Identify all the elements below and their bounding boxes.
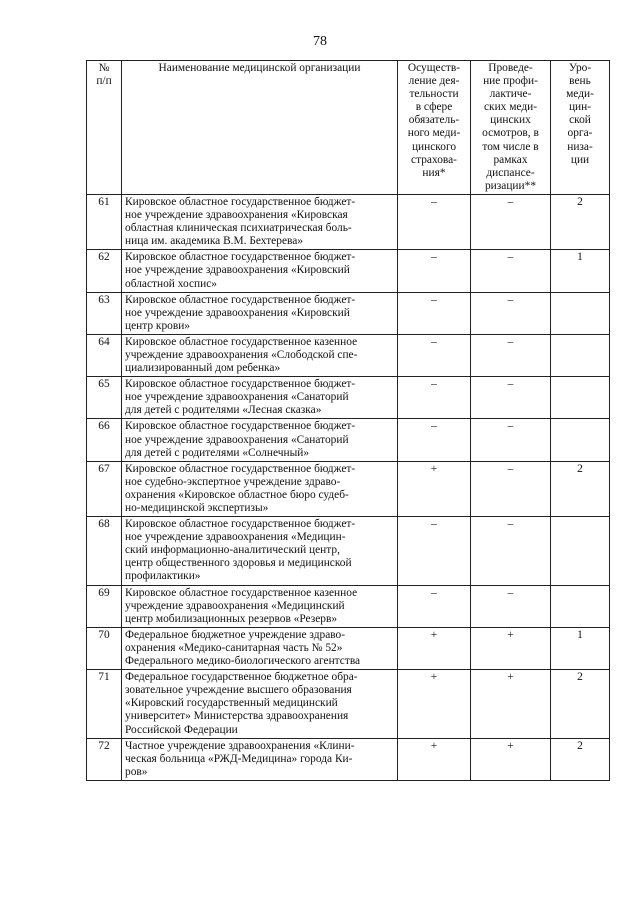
checkups-mark: – <box>471 194 551 249</box>
table-row <box>87 334 610 376</box>
header-line: в сфере <box>415 101 453 114</box>
row-number: 68 <box>87 517 122 585</box>
organization-level <box>551 292 610 334</box>
header-line: Наименование медицинской организации <box>158 62 361 74</box>
table-header-row <box>87 61 610 195</box>
organization-name-line: областная клиническая психиатрическая боль- <box>125 222 352 235</box>
insurance-mark: – <box>398 194 471 249</box>
insurance-mark: – <box>398 334 471 376</box>
insurance-mark: + <box>398 627 471 669</box>
organization-name-line: ский информационно-аналитический центр, <box>125 544 340 557</box>
insurance-mark: + <box>398 461 471 516</box>
organization-name-line: но-медицинской экспертизы» <box>125 502 269 514</box>
header-line: диспансе- <box>486 166 535 179</box>
row-number: 65 <box>87 377 122 419</box>
organization-name-line: Кировское областное государственное бюджет- <box>125 518 356 531</box>
organization-name-line: университет» Министерства здравоохранения <box>125 710 349 723</box>
organization-name <box>122 627 398 669</box>
organization-name <box>122 419 398 461</box>
checkups-mark: – <box>471 585 551 627</box>
header-line: том числе в <box>482 140 539 153</box>
organization-name <box>122 292 398 334</box>
organization-name-line: «Кировский государственный медицинский <box>125 697 338 710</box>
organization-name-line: зовательное учреждение высшего образования <box>125 684 352 697</box>
organization-name-line: Кировское областное государственное бюджет- <box>125 378 356 391</box>
checkups-mark: – <box>471 292 551 334</box>
organization-name-line: Кировское областное государственное бюджет- <box>125 195 356 208</box>
checkups-mark: + <box>471 627 551 669</box>
organization-level: 2 <box>551 461 610 516</box>
header-insurance <box>398 61 471 195</box>
header-line: ния* <box>422 166 446 179</box>
insurance-mark: – <box>398 517 471 585</box>
header-number <box>87 61 122 195</box>
organization-name-line: Российской Федерации <box>125 723 238 736</box>
organization-level: 2 <box>551 670 610 738</box>
organization-name-line: Кировское областное государственное бюджет- <box>125 462 356 475</box>
header-line: цин- <box>568 101 592 114</box>
organization-level <box>551 419 610 461</box>
header-line: Проведе- <box>488 62 533 74</box>
organization-name-line: Кировское областное государственное бюджет- <box>125 251 356 264</box>
table-row <box>87 377 610 419</box>
row-number: 64 <box>87 334 122 376</box>
header-organization-name <box>122 61 398 195</box>
insurance-mark: + <box>398 738 471 780</box>
page-number: 78 <box>313 34 327 49</box>
organization-name-line: центр мобилизационных резервов «Резерв» <box>125 612 338 625</box>
organization-name-line: Частное учреждение здравоохранения «Клини- <box>125 739 355 752</box>
insurance-mark: + <box>398 670 471 738</box>
header-line: Осуществ- <box>407 62 461 74</box>
organization-name-line: для детей с родителями «Солнечный» <box>125 446 310 459</box>
row-number: 69 <box>87 585 122 627</box>
header-level <box>551 61 610 195</box>
organization-level: 1 <box>551 627 610 669</box>
header-line: ризации** <box>484 179 537 192</box>
checkups-mark: – <box>471 419 551 461</box>
row-number: 72 <box>87 738 122 780</box>
header-line: ских меди- <box>483 101 538 114</box>
organizations-table <box>86 60 610 781</box>
organization-name-line: центр общественного здоровья и медицинской <box>125 557 352 570</box>
organization-name <box>122 334 398 376</box>
organization-name <box>122 377 398 419</box>
organization-name <box>122 250 398 292</box>
row-number: 63 <box>87 292 122 334</box>
header-line: Уро- <box>568 62 592 74</box>
insurance-mark: – <box>398 377 471 419</box>
organization-name-line: для детей с родителями «Лесная сказка» <box>125 404 322 417</box>
organization-name-line: охранения «Кировское областное бюро судеб- <box>125 488 349 501</box>
header-line: ного меди- <box>407 127 461 140</box>
table-row <box>87 292 610 334</box>
table-row <box>87 194 610 249</box>
row-number: 61 <box>87 194 122 249</box>
organization-name-line: ное судебно-экспертное учреждение здраво- <box>125 475 341 488</box>
table-row <box>87 250 610 292</box>
organization-name-line: ное учреждение здравоохранения «Кировский <box>125 264 350 277</box>
table-row <box>87 670 610 738</box>
organization-name-line: ное учреждение здравоохранения «Кировская <box>125 209 348 222</box>
header-line: меди- <box>566 88 594 101</box>
header-line: цинских <box>490 114 531 127</box>
header-line: низа- <box>567 140 593 153</box>
organization-name-line: областной хоспис» <box>125 277 217 290</box>
organization-name-line: ное учреждение здравоохранения «Кировский <box>125 306 350 319</box>
insurance-mark: – <box>398 250 471 292</box>
header-line: вень <box>569 75 591 88</box>
header-line: цинского <box>411 140 457 153</box>
organization-name <box>122 194 398 249</box>
header-line: лактиче- <box>489 88 532 101</box>
table-row <box>87 627 610 669</box>
table-row <box>87 461 610 516</box>
insurance-mark: – <box>398 419 471 461</box>
organization-name <box>122 461 398 516</box>
organization-level: 1 <box>551 250 610 292</box>
organization-name-line: ное учреждение здравоохранения «Медицин- <box>125 531 346 544</box>
organization-name-line: Кировское областное государственное бюджет- <box>125 293 356 306</box>
row-number: 71 <box>87 670 122 738</box>
checkups-mark: – <box>471 461 551 516</box>
organization-name-line: учреждение здравоохранения «Медицинский <box>125 599 345 612</box>
row-number: 67 <box>87 461 122 516</box>
header-line: ние профи- <box>483 75 538 88</box>
row-number: 62 <box>87 250 122 292</box>
organization-level <box>551 585 610 627</box>
header-line: осмотров, в <box>482 127 539 140</box>
header-line: рамках <box>493 153 528 166</box>
organization-name-line: Федерального медико-биологического агентства <box>125 655 361 668</box>
organization-name-line: ное учреждение здравоохранения «Санаторий <box>125 433 349 446</box>
organization-name-line: охранения «Медико-санитарная часть № 52» <box>125 641 343 654</box>
header-checkups <box>471 61 551 195</box>
organization-name-line: ница им. академика В.М. Бехтерева» <box>125 235 303 248</box>
header-line: орга- <box>567 127 593 140</box>
checkups-mark: – <box>471 377 551 419</box>
organization-name-line: Кировское областное государственное бюджет- <box>125 420 356 433</box>
header-line: страхова- <box>411 153 457 166</box>
organization-name <box>122 517 398 585</box>
organization-name-line: центр крови» <box>125 319 191 332</box>
organization-name-line: циализированный дом ребенка» <box>125 362 281 375</box>
organization-name-line: учреждение здравоохранения «Слободской спе- <box>125 348 358 361</box>
organization-name-line: Федеральное государственное бюджетное обра- <box>125 671 358 684</box>
organization-level <box>551 334 610 376</box>
checkups-mark: – <box>471 250 551 292</box>
organization-name <box>122 738 398 780</box>
checkups-mark: – <box>471 517 551 585</box>
organization-name-line: профилактики» <box>125 570 201 583</box>
organization-name-line: ческая больница «РЖД-Медицина» города Ки- <box>125 752 353 765</box>
organization-name <box>122 670 398 738</box>
table-row <box>87 517 610 585</box>
row-number: 70 <box>87 627 122 669</box>
table-row <box>87 585 610 627</box>
checkups-mark: – <box>471 334 551 376</box>
header-line: ской <box>569 114 591 127</box>
organization-name-line: Кировское областное государственное казенное <box>125 586 358 599</box>
checkups-mark: + <box>471 738 551 780</box>
row-number: 66 <box>87 419 122 461</box>
header-line: тельности <box>409 88 459 101</box>
organization-name-line: ное учреждение здравоохранения «Санаторий <box>125 391 349 404</box>
organization-level <box>551 517 610 585</box>
header-line: п/п <box>96 75 112 88</box>
header-line: ции <box>570 153 590 166</box>
insurance-mark: – <box>398 292 471 334</box>
organization-level <box>551 377 610 419</box>
organization-name <box>122 585 398 627</box>
header-line: обязатель- <box>408 114 460 127</box>
header-line: № <box>98 62 110 74</box>
organization-name-line: Кировское областное государственное казенное <box>125 335 358 348</box>
organization-name-line: ров» <box>125 765 148 778</box>
organization-level: 2 <box>551 194 610 249</box>
header-line: ление дея- <box>408 75 460 88</box>
table-row <box>87 738 610 780</box>
organization-level: 2 <box>551 738 610 780</box>
insurance-mark: – <box>398 585 471 627</box>
organization-name-line: Федеральное бюджетное учреждение здраво- <box>125 628 346 641</box>
checkups-mark: + <box>471 670 551 738</box>
table-row <box>87 419 610 461</box>
